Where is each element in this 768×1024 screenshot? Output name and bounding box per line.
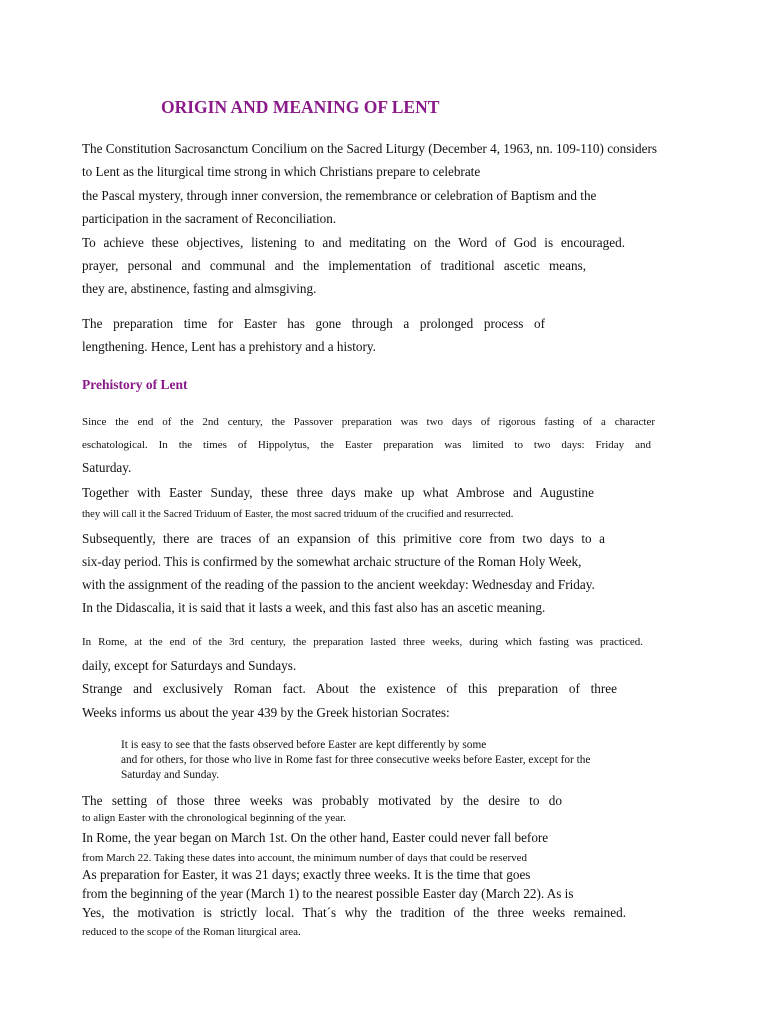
intro-line-5: To achieve these objectives, listening to and meditating on the Word of God is encouraged. [82,235,625,250]
prehistory-line-9: In the Didascalia, it is said that it lasts a week, and this fast also has an ascetic meaning. [82,600,546,615]
rome-line-3: Strange and exclusively Roman fact. About the existence of this preparation of three [82,681,617,696]
intro-line-1: The Constitution Sacrosanctum Concilium on the Sacred Liturgy (December 4, 1963, nn. 109-110) considers [82,141,658,156]
intro-line-7: they are, abstinence, fasting and almsgiving. [82,281,317,296]
prehistory-line-6: Subsequently, there are traces of an expansion of this primitive core from two days to a [82,531,605,546]
prehistory-line-2: eschatological. In the times of Hippolytus, the Easter preparation was limited to two days: Friday and [82,439,651,451]
setting-line-4: from March 22. Taking these dates into account, the minimum number of days that could be reserved [82,852,528,864]
quote-line-3: Saturday and Sunday. [121,769,220,781]
intro-line-4: participation in the sacrament of Reconciliation. [82,211,337,226]
prehistory-line-3: Saturday. [82,460,132,475]
prehistory-line-5: they will call it the Sacred Triduum of Easter, the most sacred triduum of the crucified and resurrected. [82,509,514,520]
setting-line-6: from the beginning of the year (March 1) to the nearest possible Easter day (March 22). As is [82,886,574,901]
prep-line-2: lengthening. Hence, Lent has a prehistory and a history. [82,339,376,354]
prep-line-1: The preparation time for Easter has gone through a prolonged process of [82,316,545,331]
rome-line-4: Weeks informs us about the year 439 by the Greek historian Socrates: [82,705,450,720]
intro-line-2: to Lent as the liturgical time strong in which Christians prepare to celebrate [82,164,481,179]
intro-line-3: the Pascal mystery, through inner conversion, the remembrance or celebration of Baptism and the [82,188,597,203]
intro-line-6: prayer, personal and communal and the implementation of traditional ascetic means, [82,258,586,273]
prehistory-line-8: with the assignment of the reading of the passion to the ancient weekday: Wednesday and Friday. [82,577,595,592]
page-title: ORIGIN AND MEANING OF LENT [161,97,440,117]
rome-line-1: In Rome, at the end of the 3rd century, the preparation lasted three weeks, during which fasting was practiced. [82,636,643,648]
setting-line-7: Yes, the motivation is strictly local. That´s why the tradition of the three weeks remained. [82,905,626,920]
quote-line-2: and for others, for those who live in Rome fast for three consecutive weeks before Easter, except for the [121,754,591,766]
setting-line-8: reduced to the scope of the Roman liturgical area. [82,926,301,938]
quote-line-1: It is easy to see that the fasts observed before Easter are kept differently by some [121,739,487,751]
setting-line-5: As preparation for Easter, it was 21 days; exactly three weeks. It is the time that goes [82,867,531,882]
setting-line-1: The setting of those three weeks was probably motivated by the desire to do [82,793,562,808]
rome-line-2: daily, except for Saturdays and Sundays. [82,658,297,673]
prehistory-line-1: Since the end of the 2nd century, the Passover preparation was two days of rigorous fasting of a character [82,416,655,428]
prehistory-line-7: six-day period. This is confirmed by the somewhat archaic structure of the Roman Holy Week, [82,554,582,569]
prehistory-line-4: Together with Easter Sunday, these three days make up what Ambrose and Augustine [82,485,594,500]
section-heading: Prehistory of Lent [82,377,188,392]
setting-line-2: to align Easter with the chronological beginning of the year. [82,812,346,824]
setting-line-3: In Rome, the year began on March 1st. On the other hand, Easter could never fall before [82,830,549,845]
